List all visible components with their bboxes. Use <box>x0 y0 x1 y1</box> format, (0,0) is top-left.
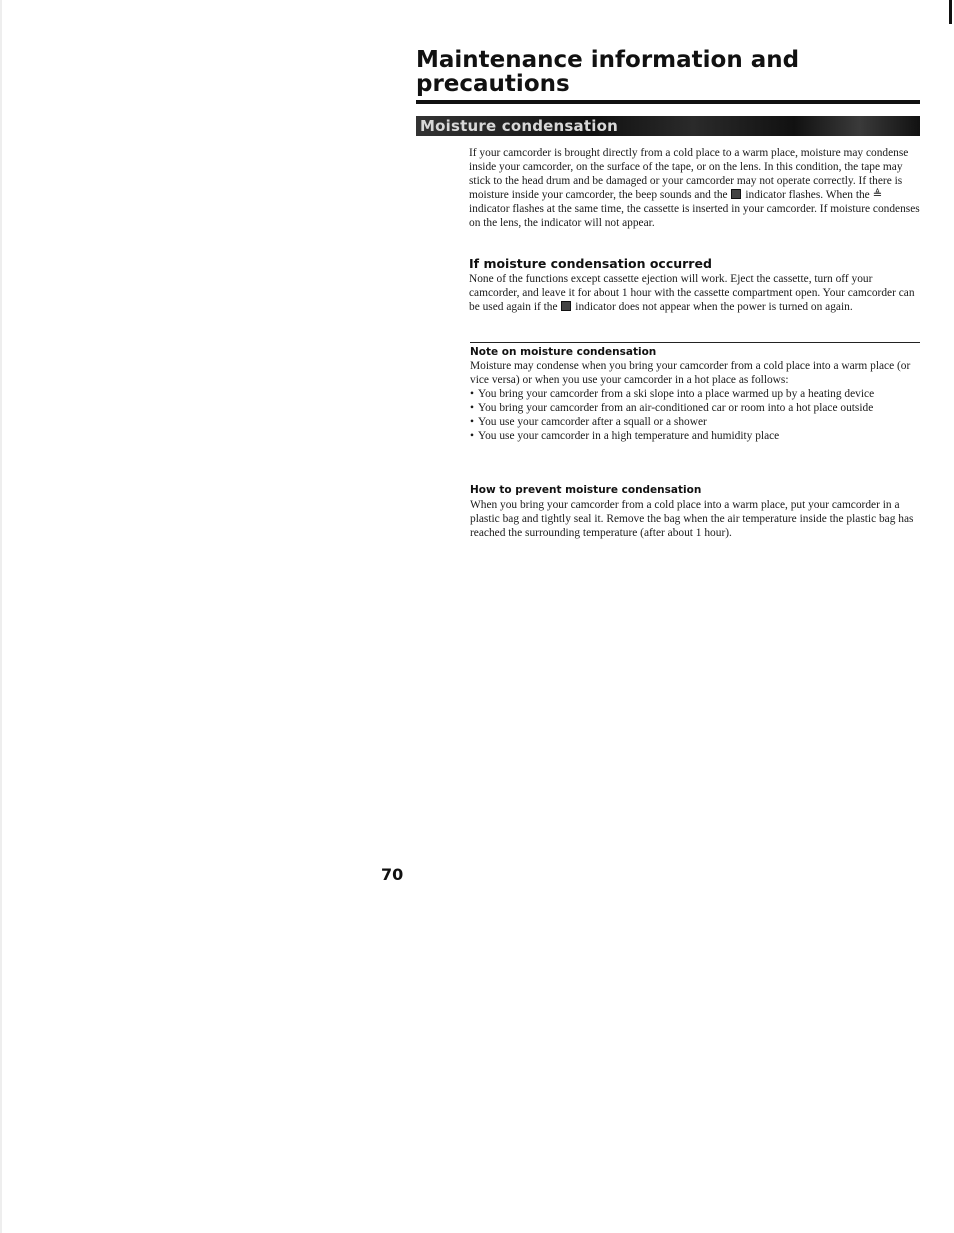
moisture-indicator-icon <box>731 189 741 199</box>
note-text: Moisture may condense when you bring your camcorder from a cold place into a warm place (or vice versa) or when you use your camcorder in a hot place as follows: <box>470 360 911 386</box>
note-section <box>470 359 920 443</box>
intro-text-part2: indicator flashes. When the <box>745 189 870 201</box>
intro-text-part1: If your camcorder is brought directly from a cold place to a warm place, moisture may condense inside your camcorder, on the surface of the tape, or on the lens. In this condition, the tape may stick to the head drum and be damaged or your camcorder may not operate correctly. If there is moisture inside your camcorder, the beep sounds and the <box>469 147 909 201</box>
list-item: • You bring your camcorder from an air-conditioned car or room into a hot place outside <box>470 401 920 415</box>
list-item: • You use your camcorder in a high temperature and humidity place <box>470 429 920 443</box>
intro-text-part3: indicator flashes at the same time, the cassette is inserted in your camcorder. If moisture condenses on the lens, the indicator will not appear. <box>469 203 920 229</box>
intro-text <box>469 146 921 230</box>
occurred-text-part2: indicator does not appear when the power is turned on again. <box>575 301 853 313</box>
note-divider <box>470 342 920 343</box>
occurred-heading: If moisture condensation occurred <box>469 256 712 271</box>
occurred-paragraph <box>469 272 921 314</box>
list-item: • You use your camcorder after a squall or a shower <box>470 415 920 429</box>
scan-edge <box>0 0 2 1233</box>
note-bullet-list <box>470 387 920 443</box>
list-item: • You bring your camcorder from a ski slope into a place warmed up by a heating device <box>470 387 920 401</box>
intro-paragraph <box>469 146 921 230</box>
page-number: 70 <box>381 865 404 884</box>
note-heading: Note on moisture condensation <box>470 346 657 358</box>
eject-icon: ≜ <box>872 189 883 201</box>
moisture-indicator-icon <box>561 301 571 311</box>
scan-mark <box>949 0 952 24</box>
prevent-text: When you bring your camcorder from a cold place into a warm place, put your camcorder in a plastic bag and tightly seal it. Remove the bag when the air temperature inside the plastic bag has reached the surrounding temperature (after about 1 hour). <box>470 499 914 539</box>
occurred-text-part1: None of the functions except cassette ejection will work. Eject the cassette, turn off your camcorder, and leave it for about 1 hour with the cassette compartment open. Your camcorder can be used again if the <box>469 273 915 313</box>
title-rule <box>416 100 920 104</box>
occurred-text <box>469 272 921 314</box>
section-header-bar <box>416 116 920 136</box>
prevent-section <box>470 498 920 540</box>
section-header-label: Moisture condensation <box>420 117 618 135</box>
page-title: Maintenance information and precautions <box>416 47 800 97</box>
prevent-heading: How to prevent moisture condensation <box>470 484 702 496</box>
